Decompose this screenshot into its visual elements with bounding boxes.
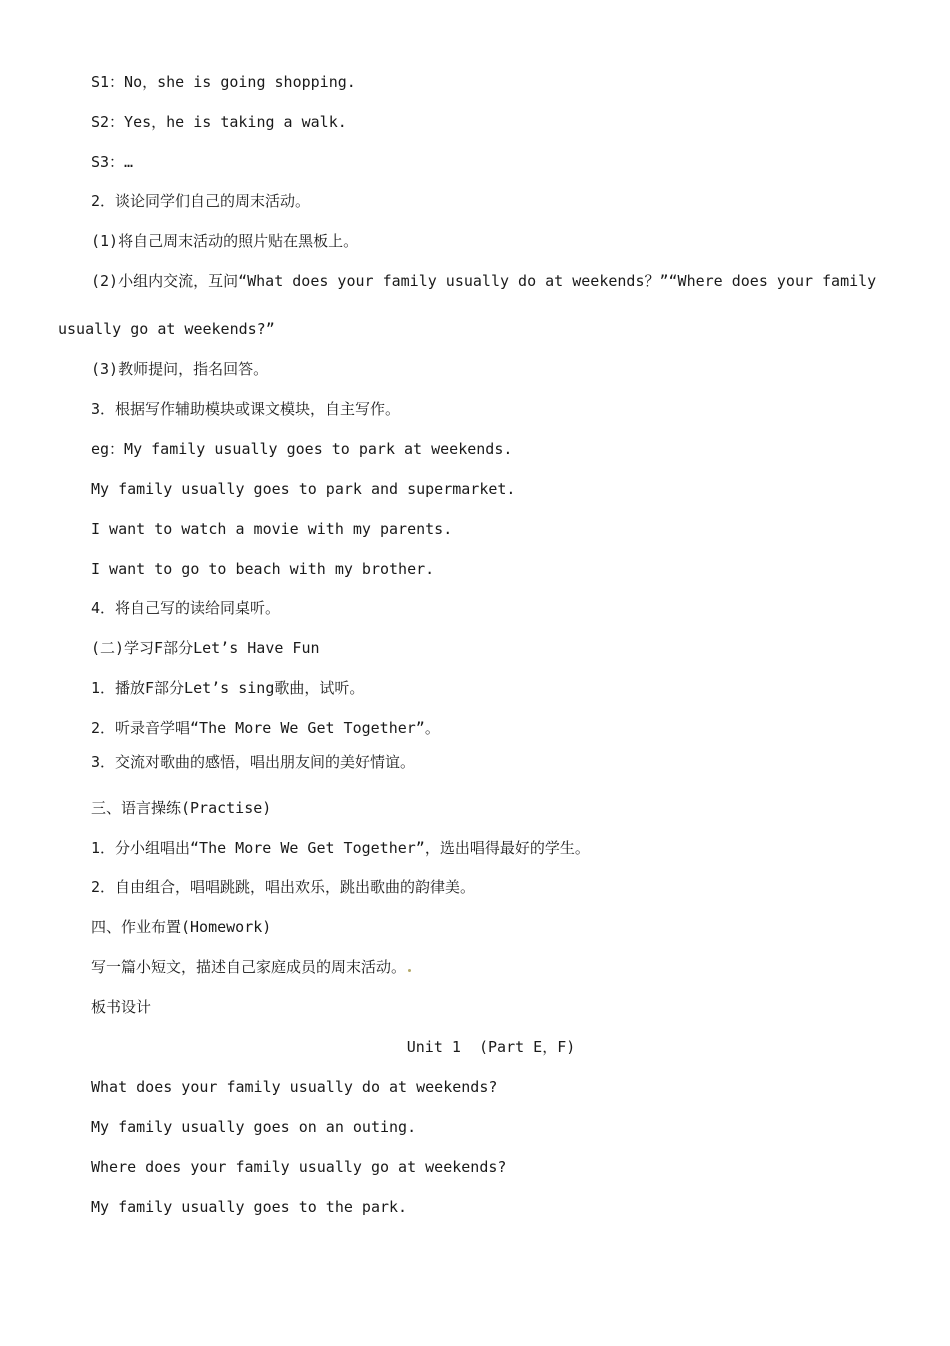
dialogue-s2: S2：Yes，he is taking a walk.: [91, 113, 347, 131]
dialogue-s1: S1：No，she is going shopping.: [91, 73, 356, 91]
example-sentence-1: eg：My family usually goes to park at weekends.: [91, 440, 513, 458]
step-2-heading: 2．谈论同学们自己的周末活动。: [91, 192, 311, 210]
homework-text-content: 写一篇小短文，描述自己家庭成员的周末活动。: [91, 958, 407, 976]
homework-text: [91, 957, 413, 977]
section-two-item-3: 3．交流对歌曲的感悟，唱出朋友间的美好情谊。: [91, 753, 416, 771]
step-3-heading: 3．根据写作辅助模块或课文模块，自主写作。: [91, 400, 401, 418]
example-sentence-2: My family usually goes to park and supermarket.: [91, 480, 516, 498]
example-sentence-3: I want to watch a movie with my parents.: [91, 520, 453, 538]
board-title: Unit 1 (Part E，F): [406, 1038, 576, 1056]
section-three-item-1: 1．分小组唱出“The More We Get Together”，选出唱得最好的学生。: [91, 839, 590, 857]
board-line-2: My family usually goes on an outing.: [91, 1118, 417, 1136]
dialogue-s3: S3：…: [91, 153, 134, 171]
step-4-heading: 4．将自己写的读给同桌听。: [91, 599, 281, 617]
decorative-dot: [408, 969, 411, 972]
section-two-item-1: 1．播放F部分Let’s sing歌曲，试听。: [91, 679, 365, 697]
section-two-item-2: 2．听录音学唱“The More We Get Together”。: [91, 719, 440, 737]
section-two-heading: (二)学习F部分Let’s Have Fun: [91, 639, 320, 657]
board-design-heading: 板书设计: [91, 998, 152, 1016]
section-three-item-2: 2．自由组合，唱唱跳跳，唱出欢乐，跳出歌曲的韵律美。: [91, 878, 476, 896]
board-line-3: Where does your family usually go at weekends?: [91, 1158, 507, 1176]
board-line-4: My family usually goes to the park.: [91, 1198, 408, 1216]
section-four-heading: 四、作业布置(Homework): [91, 918, 272, 936]
step-2-item-2-continued: usually go at weekends?”: [58, 320, 275, 338]
example-sentence-4: I want to go to beach with my brother.: [91, 560, 435, 578]
step-2-item-1: (1)将自己周末活动的照片贴在黑板上。: [91, 232, 359, 250]
board-line-1: What does your family usually do at weekends?: [91, 1078, 498, 1096]
section-three-heading: 三、语言操练(Practise): [91, 799, 272, 817]
step-2-item-2: (2)小组内交流，互问“What does your family usually do at weekends？”“Where does your family: [91, 272, 877, 290]
step-2-item-3: (3)教师提问，指名回答。: [91, 360, 269, 378]
